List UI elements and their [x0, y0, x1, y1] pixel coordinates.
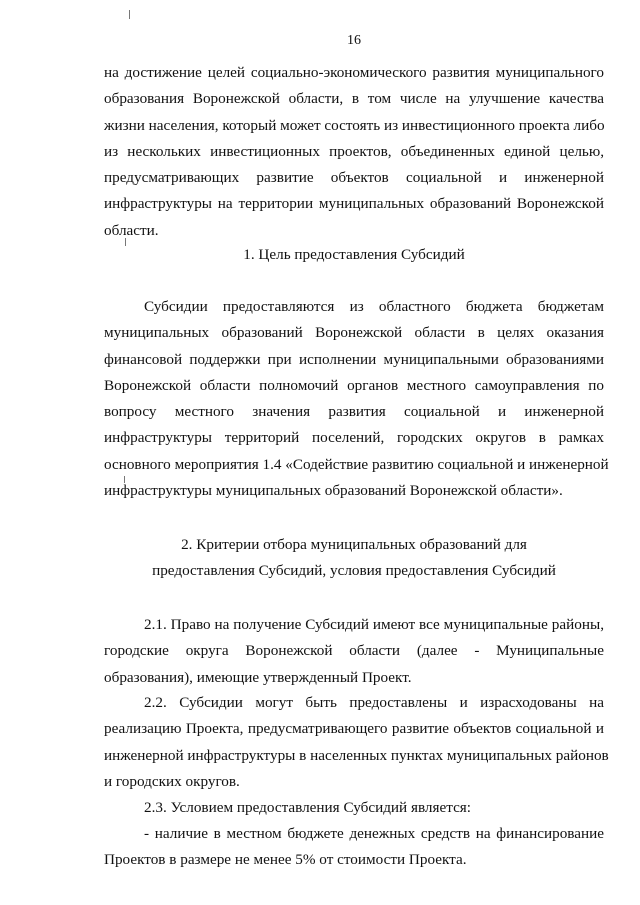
text-line: муниципальных образований Воронежской области в целях оказания — [104, 324, 604, 342]
text-line: и городских округов. — [104, 772, 240, 790]
text-line: образования), имеющие утвержденный Проект. — [104, 668, 412, 686]
text-line: - наличие в местном бюджете денежных средств на финансирование — [144, 825, 604, 842]
paragraph-continuation — [104, 60, 604, 244]
paragraph-condition-item — [104, 821, 604, 874]
paragraph-2-3 — [104, 795, 604, 821]
section-2-heading-line-2: предоставления Субсидий, условия предоставления Субсидий — [152, 562, 556, 579]
text-line: основного мероприятия 1.4 «Содействие развитию социальной и инженерной — [104, 455, 609, 473]
text-line: Субсидии предоставляются из областного бюджета бюджетам — [144, 298, 604, 315]
section-2-heading-line-1: 2. Критерии отбора муниципальных образований для — [181, 536, 527, 553]
text-line: Проектов в размере не менее 5% от стоимости Проекта. — [104, 851, 467, 869]
page-number: 16 — [347, 33, 361, 48]
paragraph-section-1 — [104, 294, 609, 504]
section-1-heading: 1. Цель предоставления Субсидий — [243, 246, 465, 263]
text-line: 2.1. Право на получение Субсидий имеют все муниципальные районы, — [144, 616, 604, 633]
paragraph-2-1 — [104, 612, 604, 691]
text-line: инфраструктуры территорий поселений, городских округов в рамках — [104, 429, 604, 447]
text-line: инфраструктуры на территории муниципальных образований Воронежской — [104, 195, 604, 213]
text-line: образования Воронежской области, в том числе на улучшение качества — [104, 90, 604, 108]
text-line: инфраструктуры муниципальных образований Воронежской области». — [104, 482, 563, 500]
text-line: реализацию Проекта, предусматривающего развитие объектов социальной и — [104, 720, 604, 738]
text-line: финансовой поддержки при исполнении муниципальными образованиями — [104, 350, 604, 368]
paragraph-2-2 — [104, 690, 609, 795]
text-line: жизни населения, который может состоять из инвестиционного проекта либо — [104, 116, 605, 134]
scan-mark — [129, 10, 130, 19]
text-line: 2.3. Условием предоставления Субсидий является: — [144, 799, 472, 816]
text-line: области. — [104, 221, 159, 239]
text-line: городские округа Воронежской области (далее - Муниципальные — [104, 642, 604, 660]
text-line: из нескольких инвестиционных проектов, объединенных единой целью, — [104, 142, 604, 160]
text-line: инженерной инфраструктуры в населенных пунктах муниципальных районов — [104, 746, 609, 764]
text-line: на достижение целей социально-экономического развития муниципального — [104, 64, 604, 81]
text-line: вопросу местного значения развития социальной и инженерной — [104, 403, 604, 421]
text-line: Воронежской области полномочий органов местного самоуправления по — [104, 376, 604, 394]
text-line: предусматривающих развитие объектов социальной и инженерной — [104, 169, 604, 187]
text-line: 2.2. Субсидии могут быть предоставлены и израсходованы на — [144, 694, 604, 711]
